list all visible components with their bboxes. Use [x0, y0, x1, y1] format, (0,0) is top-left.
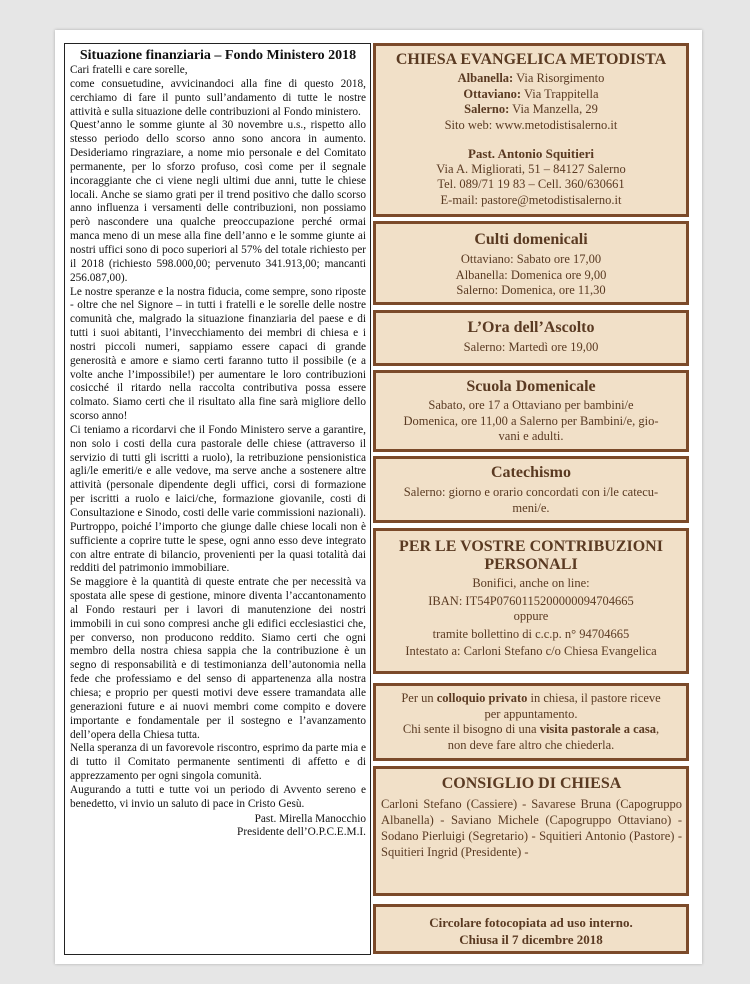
location-label: Salerno:	[464, 102, 510, 116]
iban: IBAN: IT54P0760115200000094704665	[428, 593, 634, 608]
pastor-address: Via A. Migliorati, 51 – 84127 Salerno	[436, 161, 626, 176]
scuola-line: Sabato, ore 17 a Ottaviano per bambini/e	[428, 398, 634, 412]
council-title: CONSIGLIO DI CHIESA	[441, 775, 622, 792]
appointment-line	[376, 691, 686, 707]
oppure: oppure	[513, 609, 549, 623]
appointment-line: per appuntamento.	[484, 706, 578, 721]
pastor-email: E-mail: pastore@metodistisalerno.it	[440, 192, 622, 207]
location-salerno	[376, 102, 686, 118]
appointment-text: Chi sente il bisogno di una	[402, 722, 540, 736]
location-albanella	[376, 71, 686, 87]
catechismo-line: Salerno: giorno e orario concordati con i/le catecu-	[403, 485, 659, 499]
location-address: Via Trappitella	[521, 86, 599, 101]
culti-line: Salerno: Domenica, ore 11,30	[456, 283, 606, 297]
scuola-line: Domenica, ore 11,00 a Salerno per Bambini/e, gio-	[403, 413, 659, 428]
article-paragraph: Le nostre speranze e la nostra fiducia, come sempre, sono riposte - oltre che nel Signore – in tutti i fratelli e le sorelle delle nostre comunità che, malgrado la situazione finanziaria del paese e di tutti i suoi abitanti, l’invecchiamento dei membri di chiesa e i nostri piccoli numeri, sappiamo essere capaci di grande generosità e amore e siamo certi faranno tutto il possibile (e a volte anche l’impossibile!) per aumentare le loro contribuzioni cosicché il ritardo nella raccolta contributiva possa essere colmato. Siamo certi che il risultato alla fine sarà migliore dello scorso anno!	[70, 285, 366, 423]
council-members: Carloni Stefano (Cassiere) - Savarese Bruna (Capogruppo Albanella) - Saviano Michele (Capogruppo Ottaviano) - Sodano Pierluigi (Segretario) - Squitieri Antonio (Pastore) - Squitieri Ingrid (Presidente) -	[381, 797, 682, 859]
pastor-name: Past. Antonio Squitieri	[467, 146, 595, 161]
scuola-box	[373, 370, 689, 452]
ascolto-line: Salerno: Martedì ore 19,00	[463, 340, 599, 354]
council-box	[373, 766, 689, 896]
culti-line: Ottaviano: Sabato ore 17,00	[460, 252, 602, 266]
location-label: Ottaviano:	[463, 86, 522, 101]
pastor-phone: Tel. 089/71 19 83 – Cell. 360/630661	[437, 177, 625, 191]
article-paragraph: Se maggiore è la quantità di queste entrate che per necessità va spostata alle spese di gestione, minore diventa l’accantonamento al Fondo restauri per i lavori di manutenzione dei nostri immobili in cui sono compresi anche gli edifici ecclesiastici che, per converso, non producono reddito. Siamo certi che ogni membro della nostra chiesa sappia che la contribuzione è un segno di responsabilità e di testimonianza dell’autonomia nella fede che professiamo e del senso di appartenenza alla nostra chiesa; e proprio per questi motivi deve essere tramandata alle generazioni future e ai nuovi membri come compito e dovere importante e fondamentale per il sostegno e l’avanzamento dell’opera della Chiesa tutta.	[70, 576, 366, 741]
ascolto-box	[373, 310, 689, 366]
appointment-box	[373, 683, 689, 761]
appointment-text: ,	[656, 722, 660, 736]
appointment-highlight: visita pastorale a casa	[539, 722, 656, 736]
appointment-highlight: colloquio privato	[436, 691, 528, 705]
scuola-title: Scuola Domenicale	[466, 378, 596, 395]
website: Sito web: www.metodistisalerno.it	[444, 117, 618, 132]
church-title: CHIESA EVANGELICA METODISTA	[395, 51, 667, 68]
contributions-title: PERSONALI	[484, 556, 578, 573]
footer-box	[373, 904, 689, 954]
appointment-text: in chiesa, il pastore riceve	[527, 691, 661, 705]
location-address: Via Risorgimento	[513, 71, 605, 85]
church-info-box	[373, 43, 689, 217]
appointment-text: Per un	[401, 691, 437, 705]
footer-line: Chiusa il 7 dicembre 2018	[459, 932, 603, 947]
finance-article	[64, 43, 371, 955]
location-label: Albanella:	[457, 71, 514, 85]
contributions-box	[373, 528, 689, 674]
article-paragraph: Cari fratelli e care sorelle,	[70, 64, 188, 76]
article-paragraph: Nella speranza di un favorevole riscontro, esprimo da parte mia e di tutto il Comitato permanente sentimenti di affetto e di apprezzamento per ogni singola comunità.	[70, 742, 366, 783]
culti-box	[373, 221, 689, 305]
contributions-title: PER LE VOSTRE CONTRIBUZIONI	[399, 538, 663, 555]
ascolto-title: L’Ora dell’Ascolto	[467, 319, 595, 336]
article-paragraph: Quest’anno le somme giunte al 30 novembre u.s., rispetto allo stesso periodo dello scorso anno sono ancora in aumento. Desideriamo ringraziare, a nome mio personale e del Comitato permanente, per lo sforzo profuso, così come per il segnale incoraggiante che ci viene negli ultimi due anni, tutte le chiese locali. Anche se siamo grati per il trend positivo che dallo scorso anno influenza i versamenti delle contribuzioni, non possiamo però nascondere una qualche preoccupazione perché ormai manca meno di un mese alla fine dell’anno e le somme giunte ai nostri uffici sono di poco superiori al 57% del totale richiesto per il 2018 (richiesto 598.000,00; pervenuto 341.913,00; mancanti 256.087,00).	[70, 119, 366, 284]
culti-line: Albanella: Domenica ore 9,00	[455, 267, 607, 282]
location-ottaviano	[376, 87, 686, 103]
catechismo-line: meni/e.	[512, 500, 550, 515]
article-body	[70, 64, 366, 812]
catechismo-box	[373, 456, 689, 523]
article-paragraph: come consuetudine, avvicinandoci alla fine di questo 2018, cerchiamo di fare il punto sull’andamento di tutte le nostre attività e sulla situazione delle contribuzioni al Fondo ministero.	[70, 77, 366, 118]
culti-title: Culti domenicali	[474, 231, 588, 248]
article-paragraph: Augurando a tutti e tutte voi un periodo di Avvento sereno e benedetto, vi invio un saluto di pace in Cristo Gesù.	[70, 783, 366, 810]
catechismo-title: Catechismo	[491, 464, 571, 481]
signature-name: Past. Mirella Manocchio	[254, 812, 366, 825]
bonifici-label: Bonifici, anche on line:	[472, 576, 590, 590]
postal-account: tramite bollettino di c.c.p. n° 94704665	[432, 626, 630, 641]
appointment-line: non deve fare altro che chiederla.	[447, 737, 615, 752]
appointment-line	[376, 722, 686, 738]
scuola-line: vani e adulti.	[498, 429, 564, 443]
location-address: Via Manzella, 29	[509, 102, 598, 116]
account-holder: Intestato a: Carloni Stefano c/o Chiesa Evangelica	[405, 644, 657, 658]
article-paragraph: Ci teniamo a ricordarvi che il Fondo Ministero serve a garantire, non solo i costi della cura pastorale delle chiese (attraverso il servizio di tutti gli iscritti a ruolo), la retribuzione pensionistica agli/le emeriti/e e alle vedove, ma serve anche a sostenere altre attività (personale dipendente degli uffici, corsi di formazione per iscritti a ruolo e laici/che, formazione giovanile, costi di Consultazione e Sinodo, costi delle varie commissioni nazionali). Purtroppo, poiché l’importo che giunge dalle chiese locali non è sufficiente a coprire tutte le spese, ogni anno esso deve integrato con altre entrate di bilancio, provenienti per la quasi totalità dai redditi del patrimonio immobiliare.	[70, 423, 366, 575]
footer-line: Circolare fotocopiata ad uso interno.	[429, 915, 633, 930]
article-title: Situazione finanziaria – Fondo Ministero 2018	[79, 48, 357, 63]
signature-role: Presidente dell’O.P.C.E.M.I.	[237, 826, 366, 839]
